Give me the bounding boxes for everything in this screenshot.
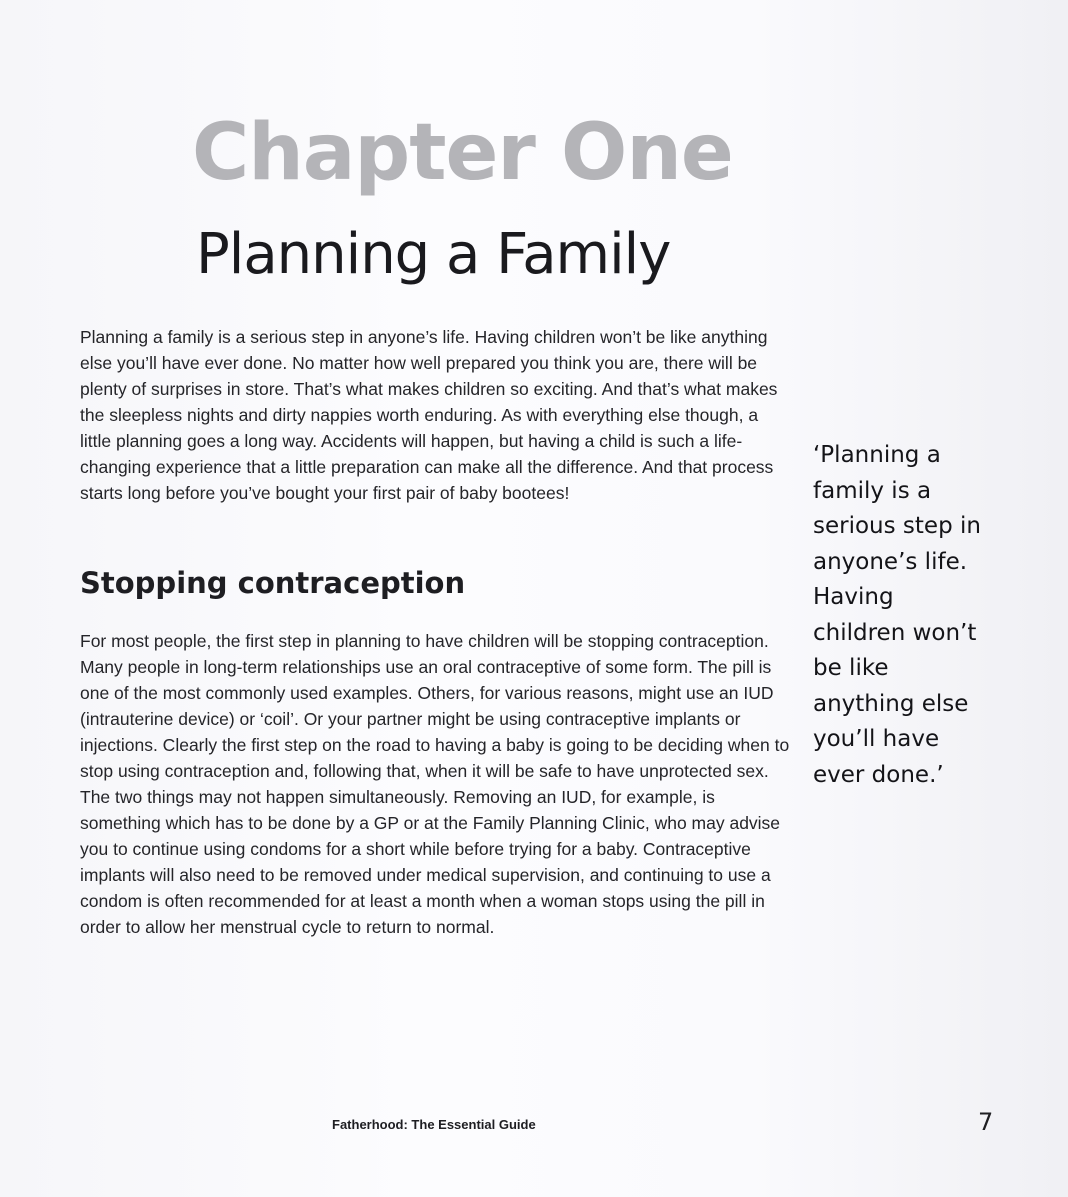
intro-paragraph: Planning a family is a serious step in anyone’s life. Having children won’t be like anything else you’ll have ever done. No matter how well prepared you think you are, there will be plenty of surprises in store. That’s what makes children so exciting. And that’s what makes the sleepless nights and dirty nappies worth enduring. As with everything else though, a little planning goes a long way. Accidents will happen, but having a child is such a life-changing experience that a little preparation can make all the difference. And that process starts long before you’ve bought your first pair of baby bootees!: [80, 327, 778, 503]
pull-quote: ‘Planning a family is a serious step in anyone’s life. Having children won’t be like anything else you’ll have ever done.’: [813, 442, 981, 788]
page-number: 7: [978, 1108, 994, 1136]
footer-book-title: Fatherhood: The Essential Guide: [332, 1117, 536, 1132]
section-paragraph: For most people, the first step in planning to have children will be stopping contraception. Many people in long-term relationships use an oral contraceptive of some form. The pill is one of the most commonly used examples. Others, for various reasons, might use an IUD (intrauterine device) or ‘coil’. Or your partner might be using contraceptive implants or injections. Clearly the first step on the road to having a baby is going to be deciding when to stop using contraception and, following that, when it will be safe to have unprotected sex. The two things may not happen simultaneously. Removing an IUD, for example, is something which has to be done by a GP or at the Family Planning Clinic, who may advise you to continue using condoms for a short while before trying for a baby. Contraceptive implants will also need to be removed under medical supervision, and continuing to use a condom is often recommended for at least a month when a woman stops using the pill in order to allow her menstrual cycle to return to normal.: [80, 631, 790, 937]
chapter-title: Planning a Family: [196, 222, 671, 287]
section-heading: Stopping contraception: [80, 566, 466, 600]
chapter-label: Chapter One: [192, 108, 733, 198]
